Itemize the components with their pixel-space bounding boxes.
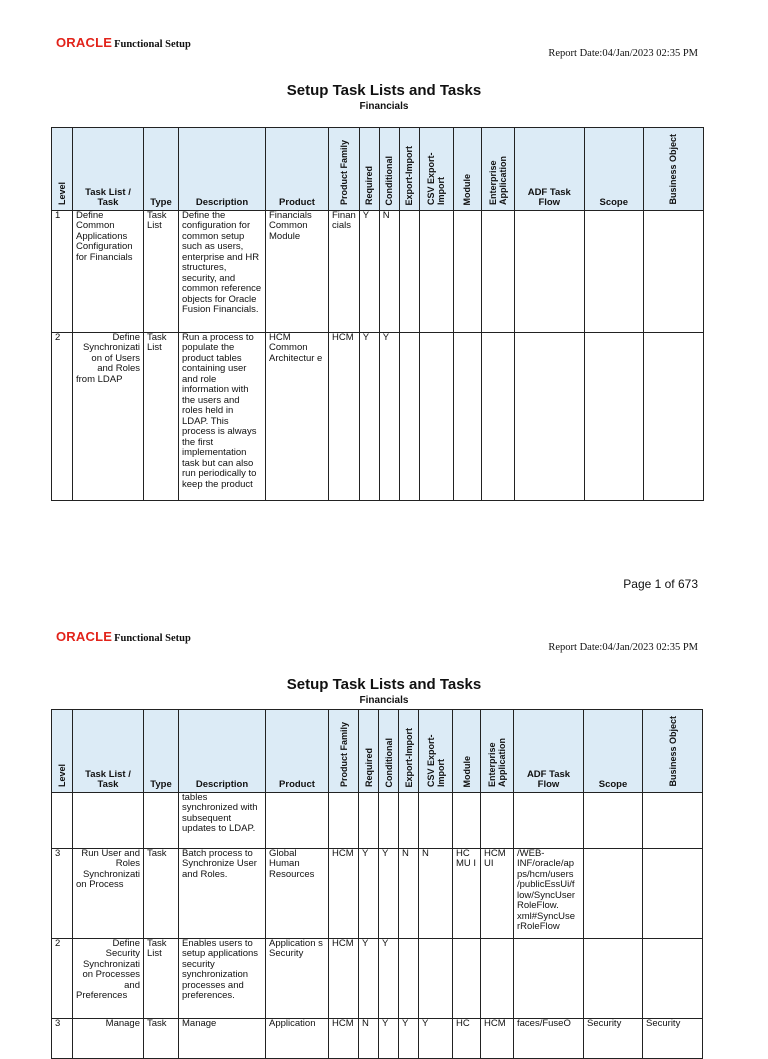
cell-type: Task List [144,332,179,500]
col-header-task: Task List / Task [73,128,144,211]
cell-required: Y [359,332,379,500]
col-header-csv: CSV Export-Import [419,128,453,211]
cell-product: Financials Common Module [266,210,329,332]
oracle-logo [56,34,191,52]
page-title: Setup Task Lists and Tasks [286,82,482,99]
report-page-2 [0,612,768,1029]
cell-product: Global Human Resources [266,848,329,938]
report-date: Report Date:04/Jan/2023 02:35 PM [548,642,698,653]
task-table [51,709,703,1059]
cell-module: HC MU I [453,848,481,938]
cell-family: HCM [329,332,360,500]
cell-export [399,332,419,500]
oracle-logo [56,628,191,646]
cell-scope: Security [584,1018,643,1058]
cell-adf [514,210,584,332]
cell-csv [419,938,453,1018]
table-row [52,1018,703,1058]
cell-family: HCM [329,1018,359,1058]
cell-app: HCM UI [481,848,514,938]
cell-csv [419,792,453,848]
cell-level: 1 [52,210,73,332]
col-header-required: Required [359,710,379,793]
col-header-required: Required [359,128,379,211]
cell-description: Define the configuration for common setup such as users, enterprise and HR structures, security, and common reference objects for Oracle Fusion Financials. [179,210,266,332]
cell-task: Define Common Applications Configuration for Financials [73,210,144,332]
cell-type: Task List [144,210,179,332]
col-header-business-object: Business Object [643,710,703,793]
col-header-scope: Scope [584,128,643,211]
cell-conditional: Y [379,848,399,938]
col-header-module: Module [453,710,481,793]
cell-bo [643,938,703,1018]
col-header-module: Module [453,128,481,211]
col-header-type: Type [144,128,179,211]
logo-text: ORACLE [56,35,113,50]
col-header-conditional: Conditional [379,710,399,793]
col-header-level: Level [52,128,73,211]
col-header-product: Product [266,710,329,793]
cell-level [52,792,73,848]
col-header-export-import: Export-Import [399,710,419,793]
cell-task: Define Synchronizati on of Users and Roles from LDAP [73,332,144,500]
cell-family: HCM [329,938,359,1018]
cell-required: Y [359,848,379,938]
col-header-business-object: Business Object [643,128,703,211]
page-number: Page 1 of 673 [623,577,698,591]
cell-csv: N [419,848,453,938]
cell-bo [643,848,703,938]
cell-conditional: Y [379,332,399,500]
cell-module [453,938,481,1018]
cell-app: HCM [481,1018,514,1058]
col-header-product-family: Product Family [329,710,359,793]
cell-required: Y [359,210,379,332]
cell-task: Define Security Synchronizati on Processes and Preferences [73,938,144,1018]
cell-scope [584,210,643,332]
cell-bo [643,332,703,500]
cell-description: Run a process to populate the product tables containing user and role information with the users and roles held in LDAP. This process is always the first implementation task but can also run periodically to keep the product [179,332,266,500]
col-header-product: Product [266,128,329,211]
col-header-scope: Scope [584,710,643,793]
col-header-task: Task List / Task [73,710,144,793]
cell-description: tables synchronized with subsequent updates to LDAP. [179,792,266,848]
logo-text: ORACLE [56,629,113,644]
cell-module [453,792,481,848]
cell-adf: /WEB-INF/oracle/ap ps/hcm/users /publicEssUi/f low/SyncUser RoleFlow. xml#SyncUse rRoleFlow [514,848,584,938]
page-subtitle: Financials [359,695,409,706]
cell-scope [584,938,643,1018]
cell-scope [584,848,643,938]
page-title: Setup Task Lists and Tasks [286,676,482,693]
cell-description: Enables users to setup applications security synchronization processes and preferences. [179,938,266,1018]
col-header-product-family: Product Family [329,128,360,211]
cell-conditional: Y [379,938,399,1018]
cell-required: N [359,1018,379,1058]
cell-csv: Y [419,1018,453,1058]
cell-app [481,332,514,500]
cell-csv [419,210,453,332]
table-row [52,332,704,500]
cell-family: Finan cials [329,210,360,332]
cell-conditional: N [379,210,399,332]
cell-app [481,938,514,1018]
cell-csv [419,332,453,500]
cell-adf [514,332,584,500]
cell-scope [584,792,643,848]
report-date: Report Date:04/Jan/2023 02:35 PM [548,48,698,59]
cell-required [359,792,379,848]
cell-bo [643,210,703,332]
cell-bo: Security [643,1018,703,1058]
cell-app [481,210,514,332]
cell-family: HCM [329,848,359,938]
cell-app [481,792,514,848]
cell-module [453,210,481,332]
cell-adf [514,792,584,848]
cell-conditional [379,792,399,848]
cell-level: 3 [52,848,73,938]
col-header-enterprise-app: Enterprise Application [481,128,514,211]
cell-level: 2 [52,938,73,1018]
cell-product: Application s Security [266,938,329,1018]
cell-level: 3 [52,1018,73,1058]
col-header-level: Level [52,710,73,793]
col-header-description: Description [179,128,266,211]
cell-type: Task List [144,938,179,1018]
cell-type: Task [144,1018,179,1058]
cell-scope [584,332,643,500]
cell-product: HCM Common Architectur e [266,332,329,500]
col-header-adf-flow: ADF Task Flow [514,128,584,211]
cell-module [453,332,481,500]
cell-description: Batch process to Synchronize User and Roles. [179,848,266,938]
logo-subtitle: Functional Setup [114,39,191,50]
cell-module: HC [453,1018,481,1058]
col-header-csv: CSV Export-Import [419,710,453,793]
cell-type [144,792,179,848]
cell-required: Y [359,938,379,1018]
cell-product: Application [266,1018,329,1058]
cell-level: 2 [52,332,73,500]
table-header-row [52,710,703,793]
cell-bo [643,792,703,848]
cell-family [329,792,359,848]
cell-task: Run User and Roles Synchronizati on Process [73,848,144,938]
col-header-conditional: Conditional [379,128,399,211]
cell-adf [514,938,584,1018]
col-header-export-import: Export-Import [399,128,419,211]
cell-description: Manage [179,1018,266,1058]
cell-export [399,210,419,332]
col-header-description: Description [179,710,266,793]
cell-export: Y [399,1018,419,1058]
cell-conditional: Y [379,1018,399,1058]
task-table [51,127,704,501]
col-header-adf-flow: ADF Task Flow [514,710,584,793]
table-header-row [52,128,704,211]
table-row [52,848,703,938]
cell-task: Manage [73,1018,144,1058]
col-header-type: Type [144,710,179,793]
cell-export: N [399,848,419,938]
table-row [52,938,703,1018]
table-row [52,210,704,332]
table-row [52,792,703,848]
page-subtitle: Financials [359,101,409,112]
cell-export [399,938,419,1018]
cell-product [266,792,329,848]
cell-adf: faces/FuseO [514,1018,584,1058]
cell-export [399,792,419,848]
cell-type: Task [144,848,179,938]
logo-subtitle: Functional Setup [114,633,191,644]
cell-task [73,792,144,848]
col-header-enterprise-app: Enterprise Application [481,710,514,793]
